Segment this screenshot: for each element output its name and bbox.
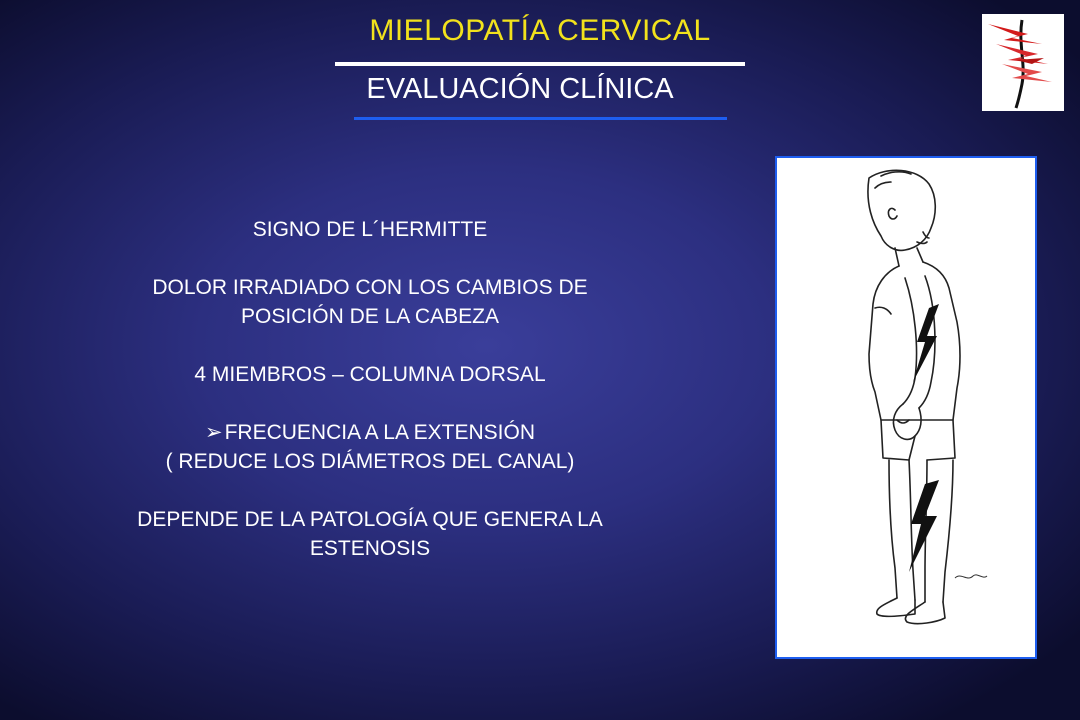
clinical-illustration	[775, 156, 1037, 659]
arrow-bullet-icon: ➢	[204, 421, 223, 444]
sign-name: SIGNO DE L´HERMITTE	[252, 218, 488, 241]
frequency-item	[60, 418, 680, 447]
slide-title: MIELOPATÍA CERVICAL	[369, 14, 711, 47]
man-flexing-neck-illustration	[777, 158, 1035, 657]
subtitle-underline	[354, 117, 727, 120]
dependency-line-1: DEPENDE DE LA PATOLOGÍA QUE GENERA LA	[137, 508, 603, 531]
description-line-1: DOLOR IRRADIADO CON LOS CAMBIOS DE	[152, 276, 588, 299]
description-line-2: POSICIÓN DE LA CABEZA	[241, 305, 499, 328]
spine-lightning-logo-icon	[982, 14, 1064, 111]
dependency-line-2: ESTENOSIS	[309, 537, 431, 560]
slide-subtitle: EVALUACIÓN CLÍNICA	[366, 73, 674, 105]
frequency-note: ( REDUCE LOS DIÁMETROS DEL CANAL)	[165, 450, 575, 473]
title-underline	[335, 62, 745, 66]
frequency-text: FRECUENCIA A LA EXTENSIÓN	[224, 421, 536, 444]
sign-description	[60, 215, 680, 563]
distribution-text: 4 MIEMBROS – COLUMNA DORSAL	[194, 363, 546, 386]
